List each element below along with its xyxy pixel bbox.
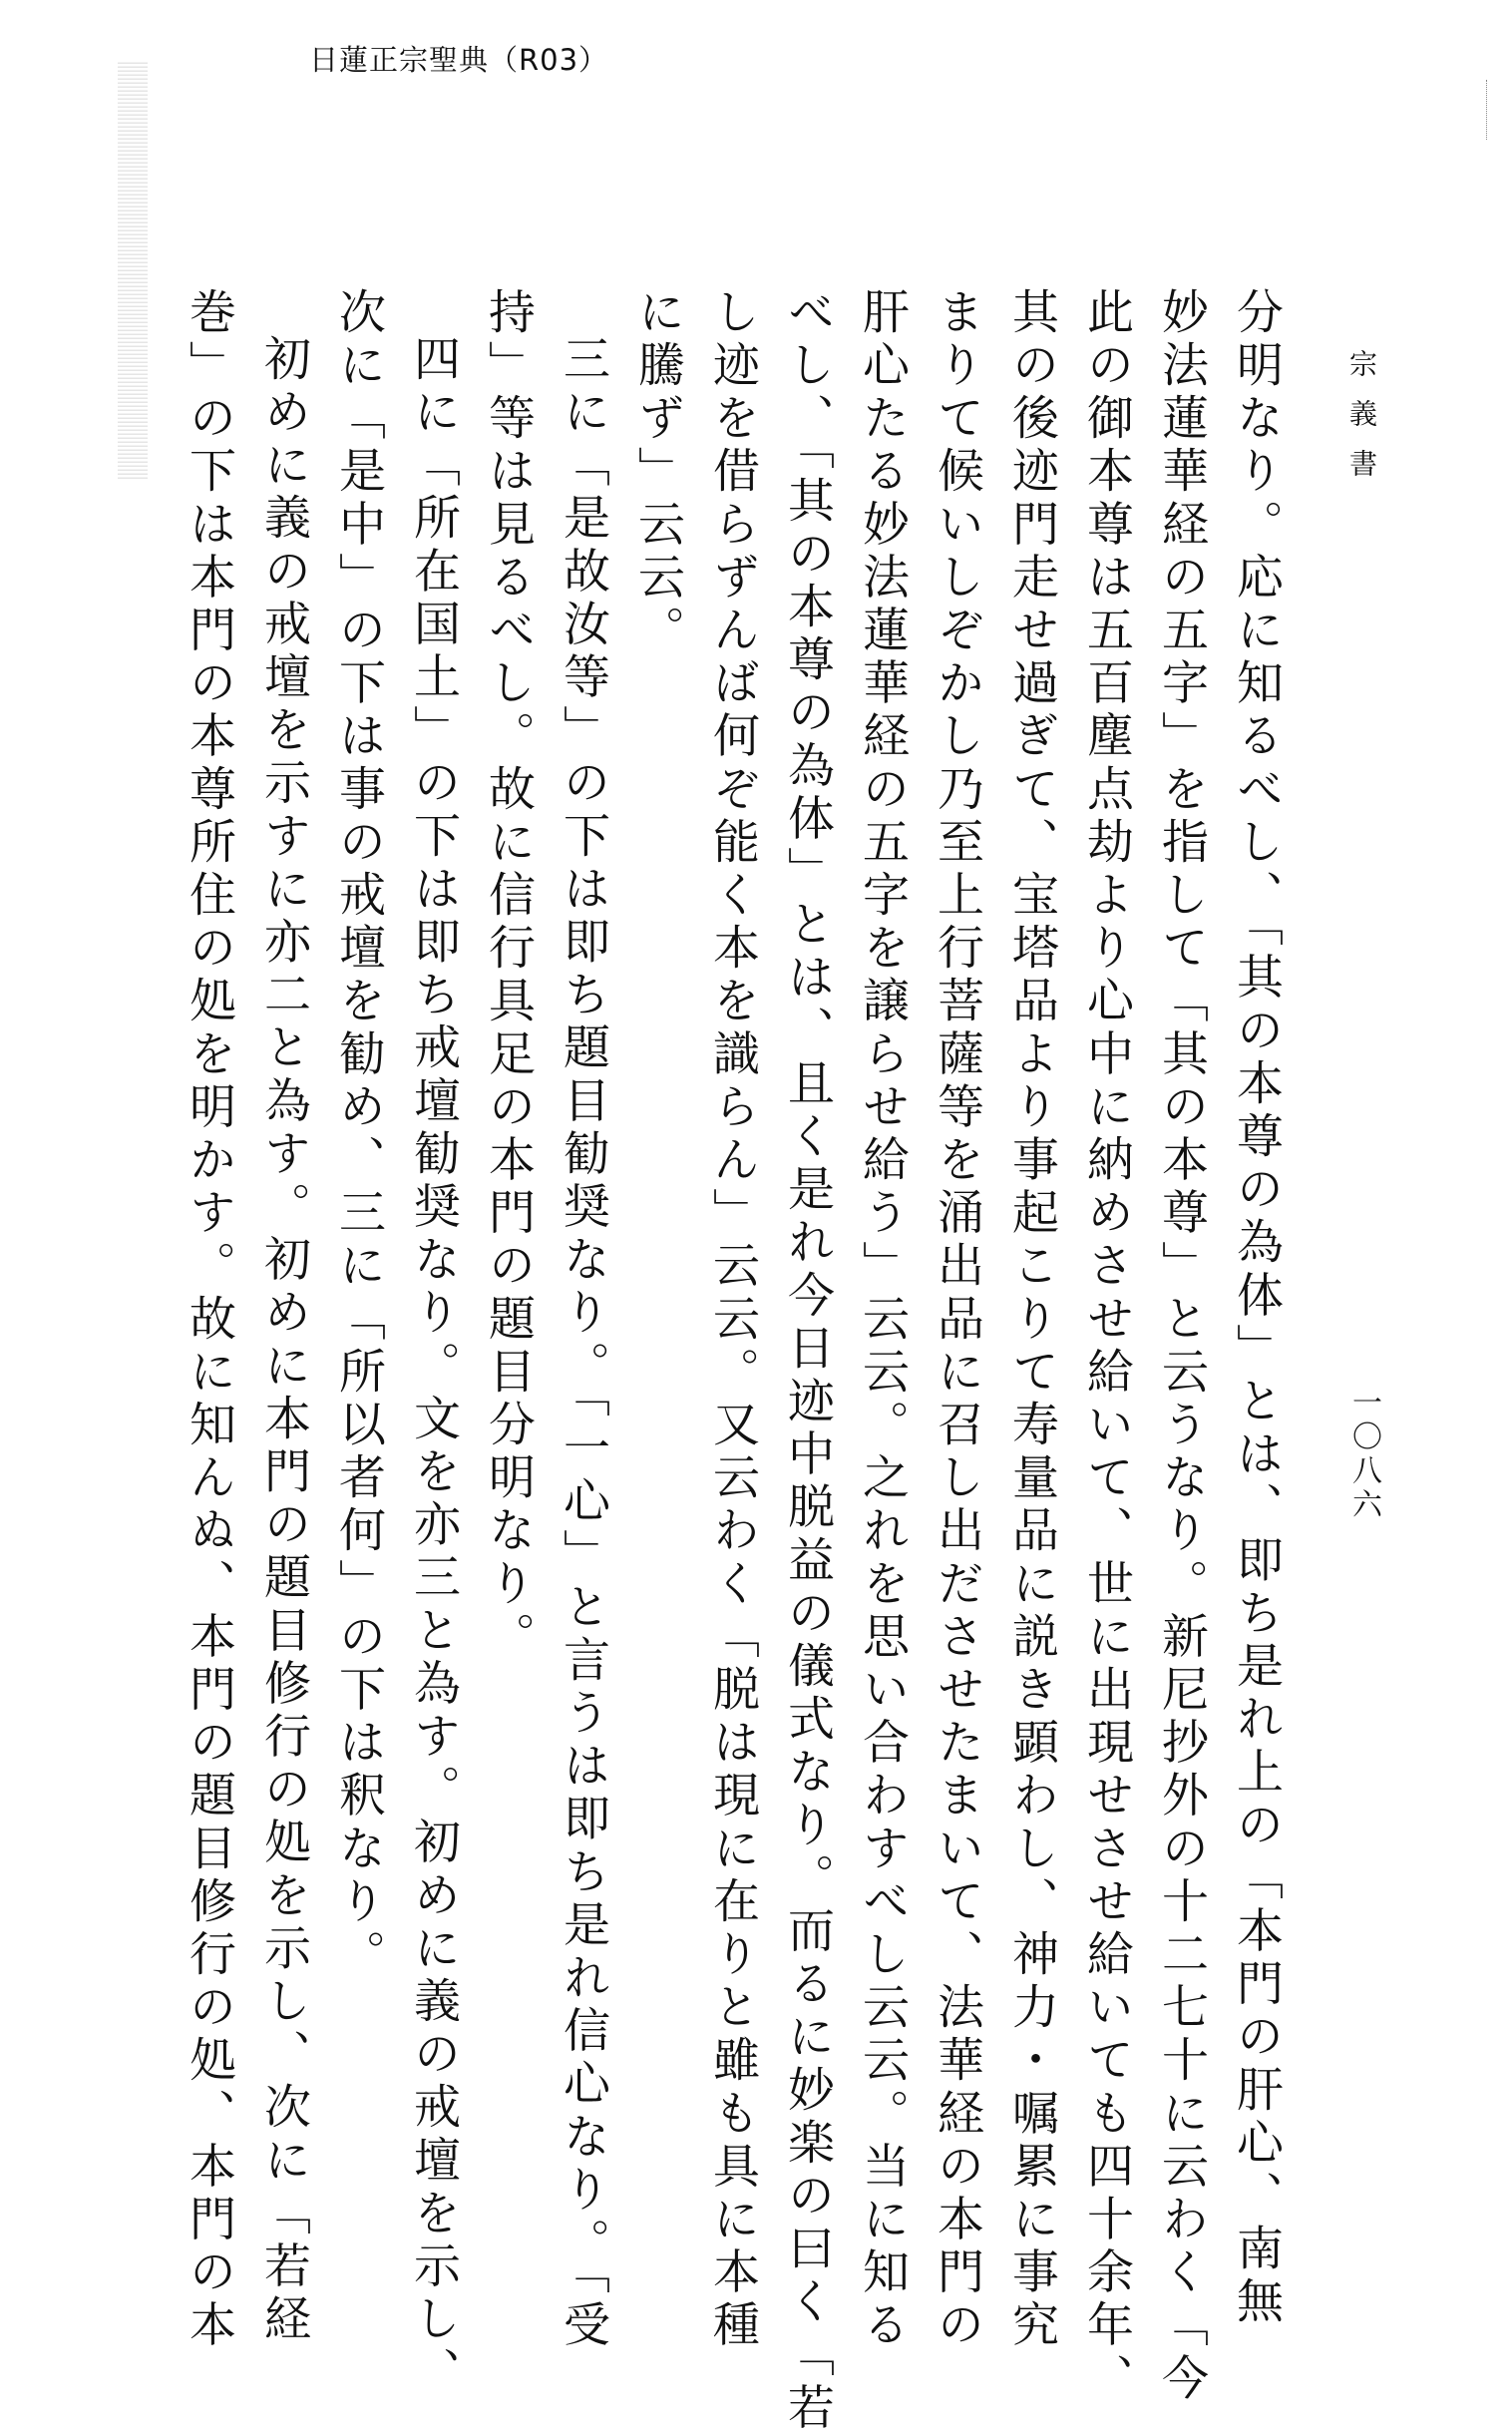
scan-artifact-left [118, 60, 148, 479]
text-column: 初めに義の戒壇を示すに亦二と為す。初めに本門の題目修行の処を示し、次に「若経 [256, 334, 311, 2347]
text-column: 其の後迹門走せ過ぎて、宝塔品より事起こりて寿量品に説き顕わし、神力・嘱累に事究 [1004, 287, 1059, 2353]
book-title-header: 日蓮正宗聖典（R03） [309, 43, 609, 77]
text-column: 妙法蓮華経の五字」を指して「其の本尊」と云うなり。新尼抄外の十二七十に云わく「今 [1154, 287, 1209, 2406]
running-head: 宗義書 [1345, 349, 1378, 499]
scan-artifact-right [1486, 80, 1491, 140]
text-column: し迹を借らずんば何ぞ能く本を識らん」云云。又云わく「脱は現に在りと雖も具に本種 [705, 287, 760, 2353]
text-column: 次に「是中」の下は事の戒壇を勧め、三に「所以者何」の下は釈なり。 [331, 287, 386, 1983]
text-column: まりて候いしぞかし乃至上行菩薩等を涌出品に召し出ださせたまいて、法華経の本門の [930, 287, 984, 2353]
text-column: 分明なり。応に知るべし、「其の本尊の為体」とは、即ち是れ上の「本門の肝心、南無 [1229, 287, 1284, 2330]
text-column: 持」等は見るべし。故に信行具足の本門の題目分明なり。 [481, 287, 536, 1665]
text-column: 四に「所在国土」の下は即ち戒壇勧奨なり。文を亦三と為す。初めに義の戒壇を示し、 [406, 334, 461, 2400]
text-column: 三に「是故汝等」の下は即ち題目勧奨なり。「一心」と言うは即ち是れ信心なり。「受 [556, 334, 610, 2353]
page-number: 一〇八六 [1346, 1387, 1381, 1522]
text-column: 此の御本尊は五百塵点劫より心中に納めさせ給いて、世に出現せさせ給いても四十余年、 [1079, 287, 1134, 2406]
text-column: に騰ず」云云。 [630, 287, 685, 658]
text-column: べし、「其の本尊の為体」とは、且く是れ今日迹中脱益の儀式なり。而るに妙楽の曰く「若 [780, 287, 835, 2436]
text-column: 肝心たる妙法蓮華経の五字を譲らせ給う」云云。之れを思い合わすべし云云。当に知る [855, 287, 910, 2353]
text-column: 巻」の下は本門の本尊所住の処を明かす。故に知んぬ、本門の題目修行の処、本門の本 [182, 287, 236, 2353]
